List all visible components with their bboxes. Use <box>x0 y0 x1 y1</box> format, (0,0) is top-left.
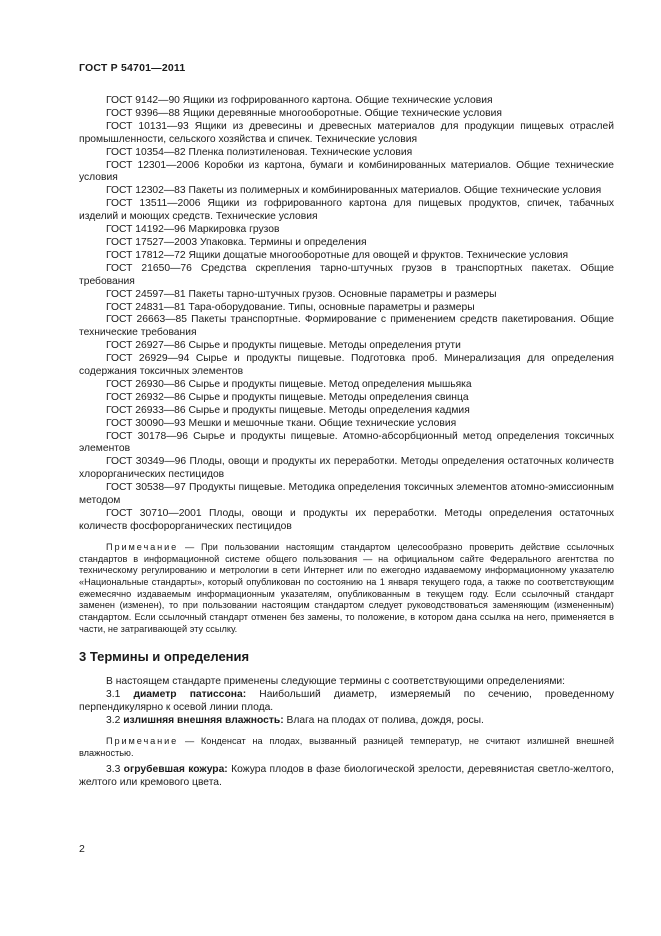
reference-item: ГОСТ 12301—2006 Коробки из картона, бумаги и комбинированных материалов. Общие технические условия <box>79 159 614 184</box>
term-definition-3-3 <box>79 764 614 790</box>
term-definition: Кожура плодов в фазе биологической зрелости, деревянистая светло-желтого, желтого или кремового цвета. <box>79 764 614 789</box>
term-number: 3.2 <box>106 715 124 727</box>
reference-note <box>79 542 614 636</box>
section-heading: 3 Термины и определения <box>79 649 250 665</box>
term-note <box>79 736 614 759</box>
term-number: 3.1 <box>106 689 134 701</box>
reference-item: ГОСТ 10131—93 Ящики из древесины и древесных материалов для продукции пищевых отраслей промышленности, сельского хозяйства и спичек. Технические условия <box>79 120 614 145</box>
reference-item: ГОСТ 30349—96 Плоды, овощи и продукты их переработки. Методы определения остаточных количеств хлорорганических пестицидов <box>79 456 614 481</box>
term-name: излишняя внешняя влажность: <box>123 715 284 727</box>
reference-item: ГОСТ 26927—86 Сырье и продукты пищевые. Методы определения ртути <box>106 340 461 352</box>
reference-item: ГОСТ 9396—88 Ящики деревянные многооборотные. Общие технические условия <box>106 107 502 119</box>
reference-item: ГОСТ 26933—86 Сырье и продукты пищевые. Методы определения кадмия <box>106 404 470 416</box>
note-text: — Конденсат на плодах, вызванный разницей температур, не считают излишней внешней влажностью. <box>79 735 614 758</box>
term-name: огрубевшая кожура: <box>123 764 228 776</box>
page-content <box>79 95 614 790</box>
term-name: диаметр патиссона: <box>133 689 247 701</box>
reference-item: ГОСТ 30710—2001 Плоды, овощи и продукты их переработки. Методы определения остаточных количеств фосфорорганических пестицидов <box>79 508 614 532</box>
reference-item: ГОСТ 14192—96 Маркировка грузов <box>106 224 280 236</box>
document-header: ГОСТ Р 54701—2011 <box>79 62 186 74</box>
reference-item: ГОСТ 13511—2006 Ящики из гофрированного картона для пищевых продуктов, спичек, табачных изделий и моющих средств. Технические условия <box>79 198 614 223</box>
reference-item: ГОСТ 30178—96 Сырье и продукты пищевые. Атомно-абсорбционный метод определения токсичных элементов <box>79 430 614 455</box>
term-definition-3-2 <box>79 715 614 728</box>
reference-item: ГОСТ 9142—90 Ящики из гофрированного картона. Общие технические условия <box>106 95 493 106</box>
reference-item: ГОСТ 21650—76 Средства скрепления тарно-штучных грузов в транспортных пакетах. Общие требования <box>79 262 614 287</box>
reference-item: ГОСТ 26663—85 Пакеты транспортные. Формирование с применением средств пакетирования. Общие технические требования <box>79 314 614 339</box>
reference-item: ГОСТ 26932—86 Сырье и продукты пищевые. Методы определения свинца <box>106 391 469 403</box>
term-definition: Влага на плодах от полива, дождя, росы. <box>283 715 484 727</box>
reference-item: ГОСТ 24597—81 Пакеты тарно-штучных грузов. Основные параметры и размеры <box>106 288 497 300</box>
reference-item: ГОСТ 10354—82 Пленка полиэтиленовая. Технические условия <box>106 146 413 158</box>
reference-item: ГОСТ 24831—81 Тара-оборудование. Типы, основные параметры и размеры <box>106 301 475 313</box>
term-definition-3-1 <box>79 689 614 715</box>
references-list <box>79 95 614 534</box>
reference-item: ГОСТ 12302—83 Пакеты из полимерных и комбинированных материалов. Общие технические условия <box>106 185 602 197</box>
note-label: Примечание <box>106 735 179 746</box>
term-definition: Наибольший диаметр, измеряемый по сечению, проведенному перпендикулярно к осевой линии плода. <box>79 689 614 714</box>
note-label: Примечание <box>106 541 179 552</box>
section-intro: В настоящем стандарте применены следующие термины с соответствующими определениями: <box>106 676 566 688</box>
reference-item: ГОСТ 30538—97 Продукты пищевые. Методика определения токсичных элементов атомно-эмиссионным методом <box>79 482 614 507</box>
reference-item: ГОСТ 17812—72 Ящики дощатые многооборотные для овощей и фруктов. Технические условия <box>106 249 569 261</box>
term-number: 3.3 <box>106 764 124 776</box>
reference-item: ГОСТ 26929—94 Сырье и продукты пищевые. Подготовка проб. Минерализация для определения содержания токсичных элементов <box>79 353 614 378</box>
reference-item: ГОСТ 17527—2003 Упаковка. Термины и определения <box>106 236 367 248</box>
note-text: — При пользовании настоящим стандартом целесообразно проверить действие ссылочных стандартов в информационной системе общего пользования — на официальном сайте Федерального агентства по техническому регулированию и метрологии в сети Интернет или по ежегодно издаваемому информационному указателю «Национальные стандарты», который опубликован по состоянию на 1 января текущего года, а также по соответствующим ежемесячно издаваемым информационным указателям, опубликованным в текущем году. Если ссылочный стандарт заменен (изменен), то при пользовании настоящим стандартом следует руководствоваться заменяющим (измененным) стандартом. Если ссылочный стандарт отменен без замены, то положение, в котором дана ссылка на него, применяется в части, не затрагивающей эту ссылку. <box>79 541 614 634</box>
reference-item: ГОСТ 26930—86 Сырье и продукты пищевые. Метод определения мышьяка <box>106 378 472 390</box>
page-number: 2 <box>79 843 85 855</box>
reference-item: ГОСТ 30090—93 Мешки и мешочные ткани. Общие технические условия <box>106 417 457 429</box>
